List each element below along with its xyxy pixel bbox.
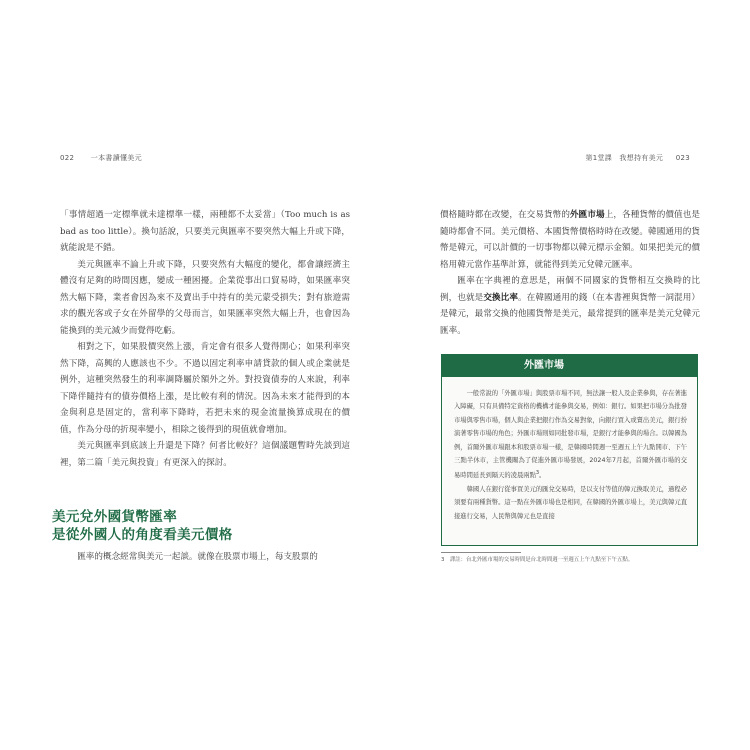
section-heading-line1: 美元兌外國貨幣匯率	[52, 509, 178, 525]
section-heading	[52, 508, 352, 544]
text-run: 。	[539, 472, 546, 480]
footnote: 3 譯註：台北外匯市場的交易時間是台北時間週一至週五上午九點至下午五點。	[441, 557, 634, 563]
paragraph: 美元與匯率到底該上升還是下降？何者比較好？這個議題暫時先談到這裡，第二篇「美元與投資」有更深入的探討。	[60, 441, 350, 468]
text-run: 匯率在字典裡的意思是，兩個不同國家的貨幣相互交換時的比例，也就是	[440, 276, 700, 303]
paragraph: 相對之下，如果股價突然上漲，肯定會有很多人覺得開心；如果利率突然下降，高興的人應該也不少。不過以固定利率申請貸款的個人或企業就是例外，這種突然發生的利率調降屬於額外之外。對投資債券的人來說，利率下降伴隨持有的債券價格上漲，是比較有利的情況。因為未來才能得到的本金與利息是固定的，當利率下降時，若把未來的現金流量換算成現在的價值，作為分母的折現率變小，相除之後得到的現值就會增加。	[60, 342, 350, 435]
paragraph: 匯率的概念經常與美元一起談。就像在股票市場上，每支股票的	[77, 552, 318, 562]
left-running-header	[60, 153, 142, 163]
left-page-number: 022	[60, 154, 75, 162]
footnote-divider	[441, 552, 521, 553]
text-run: 一般常說的「外匯市場」與股票市場不同，無法讓一般人及企業參與，存在著進入障礙，只有具備特定資格的機構才能參與交易，例如：銀行。如果把市場分為批發市場與零售市場，個人與企業把銀行作為交易對象，向銀行買入或賣出美元，銀行扮演著零售市場的角色；外匯市場則如同批發市場，是銀行才能參與的場合。以韓國為例，首爾外匯市場跟本和股票市場一樣，是韓國時間週一至週五上午九點開市、下午三點半休市，主管機關為了促進外匯市場發展，2024年7月起，首爾外匯市場的交易時間延長到隔天的凌晨兩點	[454, 390, 687, 480]
paragraph: 美元與匯率不論上升或下降，只要突然有大幅度的變化，都會讓經濟主體沒有足夠的時間因應，變成一種困擾。企業從事出口貿易時，如果匯率突然大幅下降，業者會因為來不及賣出手中持有的美元蒙受損失；對有旅遊需求的觀光客或子女在外留學的父母而言，如果匯率突然大幅上升，也會因為能換到的美元減少而覺得吃虧。	[60, 259, 350, 336]
right-running-header	[585, 153, 690, 163]
section-heading-line2: 是從外國人的角度看美元價格	[52, 527, 233, 543]
paragraph: 「事情超過一定標準就未達標準一樣，兩種都不太妥當」（Too much is as bad as too little）。換句話說，只要美元與匯率不要突然大幅上升或下降，就能說是不錯。	[60, 210, 350, 253]
book-title: 一本書讀懂美元	[90, 154, 142, 162]
sidebar-body	[442, 377, 697, 523]
text-run: 上，各種貨幣的價值也是隨時都會不同。美元價格、本國貨幣價格時時在改變。韓國通用的貨幣是韓元，可以計價的一切事物都以韓元標示金額。如果把美元的價格用韓元當作基準計算，就能得到美元兌韓元匯率。	[440, 210, 700, 270]
sidebar-paragraph	[454, 387, 687, 483]
sidebar-title: 外匯市場	[442, 355, 697, 377]
bold-term: 外匯市場	[570, 210, 605, 220]
chapter-title: 第1堂課 我想持有美元	[585, 154, 664, 162]
right-page-number: 023	[675, 154, 690, 162]
footnote-reference: 3	[535, 470, 540, 477]
text-run: 。在韓國通用的錢（在本書裡與貨幣一詞混用）是韓元，最常交換的他國貨幣是美元，最常提到的匯率是美元兌韓元匯率。	[440, 292, 700, 336]
bold-term: 交換比率	[483, 292, 519, 303]
text-run: 價格隨時都在改變，在交易貨幣的	[440, 210, 571, 220]
paragraph	[440, 207, 700, 273]
left-page-body-continued	[60, 549, 350, 566]
right-page-body	[440, 207, 700, 339]
sidebar-box	[441, 354, 698, 546]
sidebar-paragraph: 韓國人在銀行從事買美元的匯兌交易時，是以支付等值的韓元換取美元，過程必須要有兩種貨幣。這一點在外匯市場也是相同，在韓國的外匯市場上，美元與韓元直接進行交易，人民幣與韓元也是直接	[454, 485, 687, 520]
left-page-body	[60, 207, 350, 471]
paragraph	[440, 273, 700, 339]
